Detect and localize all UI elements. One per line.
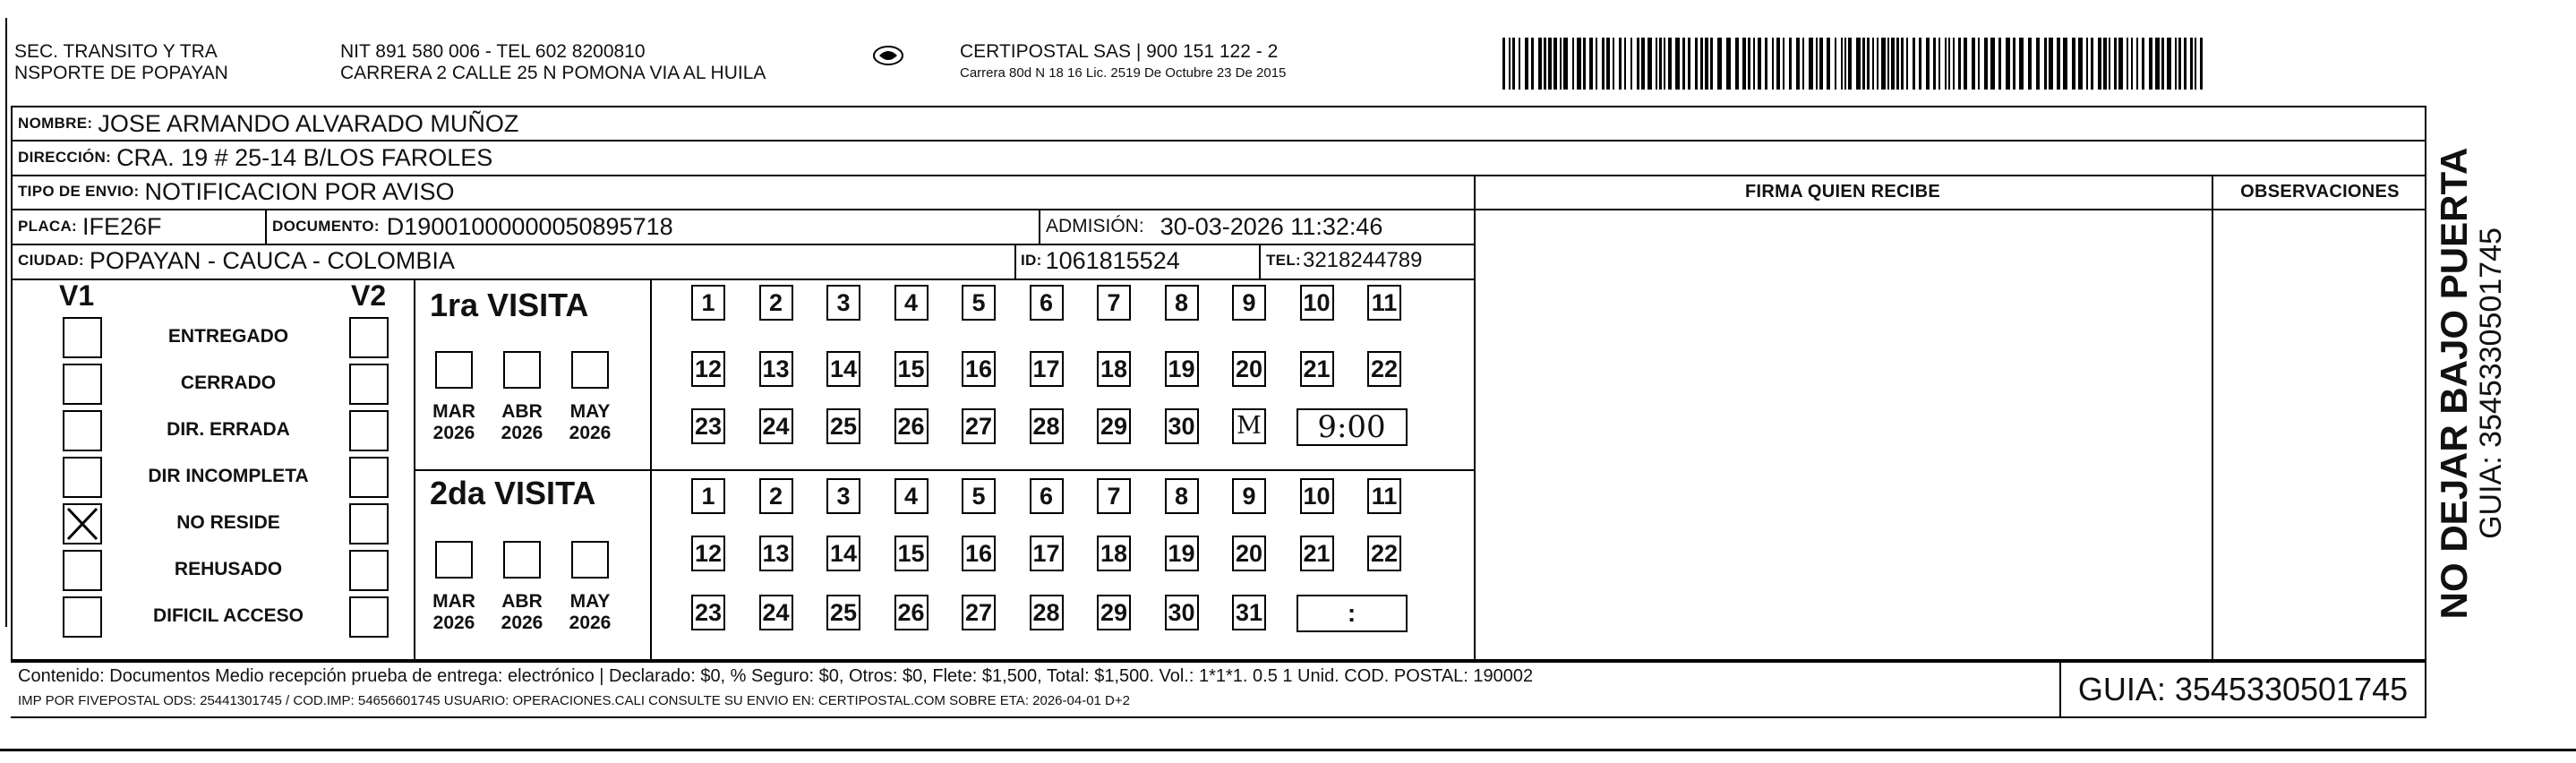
documento-value: D19001000000050895718 bbox=[386, 212, 673, 240]
day-box[interactable]: 15 bbox=[894, 351, 929, 387]
day-box[interactable]: 23 bbox=[691, 595, 725, 630]
placa-value: IFE26F bbox=[82, 212, 162, 240]
day-box[interactable]: 21 bbox=[1300, 351, 1334, 387]
month-label: MAY 2026 bbox=[569, 401, 612, 443]
day-box[interactable]: 5 bbox=[962, 478, 996, 514]
day-box[interactable]: 19 bbox=[1165, 536, 1199, 571]
day-box[interactable]: 28 bbox=[1030, 408, 1064, 444]
visit-2-title: 2da VISITA bbox=[430, 475, 596, 511]
day-box[interactable]: 16 bbox=[962, 536, 996, 571]
day-box[interactable]: 9 bbox=[1232, 478, 1266, 514]
month-label: ABR 2026 bbox=[501, 591, 543, 633]
tel-label: TEL: bbox=[1266, 252, 1301, 269]
tipo-label: TIPO DE ENVIO: bbox=[18, 183, 140, 200]
sep-firma bbox=[1474, 175, 1476, 661]
nombre-label: NOMBRE: bbox=[18, 115, 93, 132]
v1-checkbox[interactable] bbox=[63, 596, 102, 638]
day-box[interactable]: 11 bbox=[1367, 478, 1401, 514]
footer-right-edge bbox=[2425, 661, 2426, 716]
obs-header bbox=[2213, 176, 2426, 208]
nombre-value: JOSE ARMANDO ALVARADO MUÑOZ bbox=[98, 109, 519, 137]
day-box[interactable]: 29 bbox=[1097, 408, 1131, 444]
day-box[interactable]: 17 bbox=[1030, 536, 1064, 571]
day-box[interactable]: 15 bbox=[894, 536, 929, 571]
firma-label: FIRMA QUIEN RECIBE bbox=[1745, 181, 1940, 201]
status-label: DIR INCOMPLETA bbox=[148, 466, 309, 486]
status-label: DIFICIL ACCESO bbox=[152, 605, 304, 626]
v2-checkbox[interactable] bbox=[349, 457, 389, 498]
month-label: MAR 2026 bbox=[432, 401, 475, 443]
month-label: MAY 2026 bbox=[569, 591, 612, 633]
sep-id bbox=[1014, 244, 1016, 279]
day-box[interactable]: 18 bbox=[1097, 351, 1131, 387]
side-text bbox=[2435, 148, 2508, 620]
x-mark-icon bbox=[64, 505, 100, 543]
ciudad-row bbox=[18, 244, 455, 277]
sep-placa bbox=[265, 209, 267, 244]
day-box[interactable]: 21 bbox=[1300, 536, 1334, 571]
id-value: 1061815524 bbox=[1045, 246, 1180, 274]
tel-row bbox=[1266, 244, 1422, 277]
day-box[interactable]: 18 bbox=[1097, 536, 1131, 571]
certipostal-logo bbox=[855, 41, 921, 84]
footer-bottom-line bbox=[11, 716, 2426, 718]
nit-line-1: NIT 891 580 006 - TEL 602 8200810 bbox=[340, 41, 646, 62]
day-box[interactable]: 14 bbox=[826, 351, 860, 387]
day-box[interactable]: 27 bbox=[962, 595, 996, 630]
day-box[interactable]: 11 bbox=[1367, 285, 1401, 321]
admision-label: ADMISIÓN: bbox=[1046, 216, 1144, 236]
visit-2-time-box[interactable]: : bbox=[1297, 595, 1408, 632]
day-box[interactable]: 29 bbox=[1097, 595, 1131, 630]
status-label: ENTREGADO bbox=[167, 326, 289, 347]
day-box[interactable]: 22 bbox=[1367, 351, 1401, 387]
month-label: MAR 2026 bbox=[432, 591, 475, 633]
bottom-edge-line bbox=[0, 749, 2576, 751]
month-label: ABR 2026 bbox=[501, 401, 543, 443]
day-box[interactable]: 30 bbox=[1165, 408, 1199, 444]
day-box[interactable]: 25 bbox=[826, 595, 860, 630]
status-label: REHUSADO bbox=[174, 559, 283, 579]
status-label: DIR. ERRADA bbox=[167, 419, 290, 440]
admision-value: 30-03-2026 11:32:46 bbox=[1160, 212, 1383, 240]
barcode bbox=[1502, 38, 2204, 90]
day-box[interactable]: 10 bbox=[1300, 478, 1334, 514]
day-box[interactable]: 3 bbox=[826, 285, 860, 321]
day-box[interactable]: 2 bbox=[759, 478, 793, 514]
status-label: NO RESIDE bbox=[176, 512, 280, 533]
admision-row bbox=[1046, 210, 1382, 243]
day-box[interactable]: 4 bbox=[894, 285, 929, 321]
day-box[interactable]: 30 bbox=[1165, 595, 1199, 630]
day-box[interactable]: 6 bbox=[1030, 285, 1064, 321]
day-box[interactable]: 27 bbox=[962, 408, 996, 444]
v2-checkbox[interactable] bbox=[349, 317, 389, 358]
day-box[interactable]: 19 bbox=[1165, 351, 1199, 387]
day-box[interactable]: 3 bbox=[826, 478, 860, 514]
ciudad-label: CIUDAD: bbox=[18, 252, 84, 269]
sender-block bbox=[14, 41, 355, 84]
documento-row bbox=[272, 210, 673, 243]
v1-checkbox[interactable] bbox=[63, 503, 102, 544]
day-box[interactable]: 22 bbox=[1367, 536, 1401, 571]
sender-line-1: SEC. TRANSITO Y TRA bbox=[14, 41, 218, 62]
v1-checkbox[interactable] bbox=[63, 364, 102, 405]
tel-value: 3218244789 bbox=[1302, 248, 1423, 272]
sep-admision bbox=[1039, 209, 1040, 244]
sender-line-2: NSPORTE DE POPAYAN bbox=[14, 63, 228, 83]
placa-row bbox=[18, 210, 162, 243]
direccion-value: CRA. 19 # 25-14 B/LOS FAROLES bbox=[116, 143, 493, 171]
v1-checkbox[interactable] bbox=[63, 410, 102, 451]
v2-checkbox[interactable] bbox=[349, 410, 389, 451]
month-checkbox[interactable] bbox=[571, 541, 609, 579]
day-box[interactable]: 5 bbox=[962, 285, 996, 321]
status-label: CERRADO bbox=[180, 373, 277, 393]
day-box[interactable]: 24 bbox=[759, 408, 793, 444]
day-box[interactable]: 14 bbox=[826, 536, 860, 571]
nombre-row bbox=[18, 107, 518, 140]
tipo-value: NOTIFICACION POR AVISO bbox=[144, 177, 455, 205]
documento-label: DOCUMENTO: bbox=[272, 218, 380, 235]
tipo-row bbox=[18, 176, 455, 208]
day-box[interactable]: 26 bbox=[894, 408, 929, 444]
sep-visits bbox=[414, 469, 1474, 471]
day-box[interactable]: 28 bbox=[1030, 595, 1064, 630]
day-box[interactable]: 2 bbox=[759, 285, 793, 321]
side-panel bbox=[2426, 106, 2516, 661]
v2-checkbox[interactable] bbox=[349, 364, 389, 405]
day-box[interactable]: 1 bbox=[691, 478, 725, 514]
sep-obs bbox=[2212, 175, 2213, 661]
visit-1-title: 1ra VISITA bbox=[430, 287, 589, 323]
day-box[interactable]: 4 bbox=[894, 478, 929, 514]
obs-label: OBSERVACIONES bbox=[2240, 181, 2400, 201]
day-box-marked[interactable]: M bbox=[1232, 408, 1266, 444]
footer-guia: GUIA: 3545330501745 bbox=[2077, 671, 2409, 707]
day-box[interactable]: 8 bbox=[1165, 285, 1199, 321]
direccion-row bbox=[18, 141, 492, 174]
day-box[interactable]: 12 bbox=[691, 536, 725, 571]
day-box[interactable]: 9 bbox=[1232, 285, 1266, 321]
month-checkbox[interactable] bbox=[571, 351, 609, 389]
placa-label: PLACA: bbox=[18, 218, 78, 235]
day-box[interactable]: 24 bbox=[759, 595, 793, 630]
day-box[interactable]: 13 bbox=[759, 351, 793, 387]
company-line-2: Carrera 80d N 18 16 Lic. 2519 De Octubre 23 De 2015 bbox=[960, 65, 1287, 81]
v2-checkbox[interactable] bbox=[349, 596, 389, 638]
id-row bbox=[1021, 244, 1180, 277]
day-box[interactable]: 7 bbox=[1097, 478, 1131, 514]
side-guia: GUIA: 3545330501745 bbox=[2474, 227, 2508, 539]
month-checkbox[interactable] bbox=[435, 541, 473, 579]
day-box[interactable]: 6 bbox=[1030, 478, 1064, 514]
day-box[interactable]: 17 bbox=[1030, 351, 1064, 387]
day-box[interactable]: 7 bbox=[1097, 285, 1131, 321]
day-box[interactable]: 1 bbox=[691, 285, 725, 321]
footer-imp: IMP POR FIVEPOSTAL ODS: 25441301745 / COD.IMP: 54656601745 USUARIO: OPERACIONES.CALI CONSULTE SU ENVIO EN: CERTIPOSTAL.COM SOBRE ETA: 2026-04-01 D+2 bbox=[18, 693, 1130, 708]
v2-checkbox[interactable] bbox=[349, 550, 389, 591]
v1-label: V1 bbox=[59, 279, 95, 312]
day-box[interactable]: 26 bbox=[894, 595, 929, 630]
day-box[interactable]: 25 bbox=[826, 408, 860, 444]
ciudad-value: POPAYAN - CAUCA - COLOMBIA bbox=[89, 246, 455, 274]
side-warning: NO DEJAR BAJO PUERTA bbox=[2433, 147, 2475, 620]
v1-checkbox[interactable] bbox=[63, 550, 102, 591]
id-label: ID: bbox=[1021, 252, 1042, 269]
day-box[interactable]: 10 bbox=[1300, 285, 1334, 321]
day-box[interactable]: 13 bbox=[759, 536, 793, 571]
visit-1-time-box[interactable]: 9:00 bbox=[1297, 408, 1408, 446]
month-checkbox[interactable] bbox=[503, 541, 541, 579]
day-box[interactable]: 12 bbox=[691, 351, 725, 387]
company-block bbox=[960, 41, 1497, 81]
month-checkbox[interactable] bbox=[503, 351, 541, 389]
day-box[interactable]: 8 bbox=[1165, 478, 1199, 514]
sep-tel bbox=[1259, 244, 1261, 279]
v2-label: V2 bbox=[351, 279, 387, 312]
firma-hdr-line bbox=[1474, 209, 2426, 210]
day-box[interactable]: 20 bbox=[1232, 536, 1266, 571]
row-line-5 bbox=[11, 279, 1476, 280]
footer-contenido: Contenido: Documentos Medio recepción prueba de entrega: electrónico | Declarado: $0, % Seguro: $0, Otros: $0, Flete: $1,500, Total: $1,500. Vol.: 1*1*1. 0.5 1 Unid. COD. POSTAL: 190002 bbox=[18, 666, 1534, 686]
nit-line-2: CARRERA 2 CALLE 25 N POMONA VIA AL HUILA bbox=[340, 63, 766, 83]
firma-header bbox=[1474, 176, 2212, 208]
left-margin-line bbox=[5, 18, 7, 627]
direccion-label: DIRECCIÓN: bbox=[18, 149, 112, 166]
day-box[interactable]: 23 bbox=[691, 408, 725, 444]
day-box[interactable]: 16 bbox=[962, 351, 996, 387]
month-checkbox[interactable] bbox=[435, 351, 473, 389]
day-box[interactable]: 31 bbox=[1232, 595, 1266, 630]
v1-checkbox[interactable] bbox=[63, 457, 102, 498]
v2-checkbox[interactable] bbox=[349, 503, 389, 544]
day-box[interactable]: 20 bbox=[1232, 351, 1266, 387]
v1-checkbox[interactable] bbox=[63, 317, 102, 358]
company-line-1: CERTIPOSTAL SAS | 900 151 122 - 2 bbox=[960, 41, 1279, 62]
